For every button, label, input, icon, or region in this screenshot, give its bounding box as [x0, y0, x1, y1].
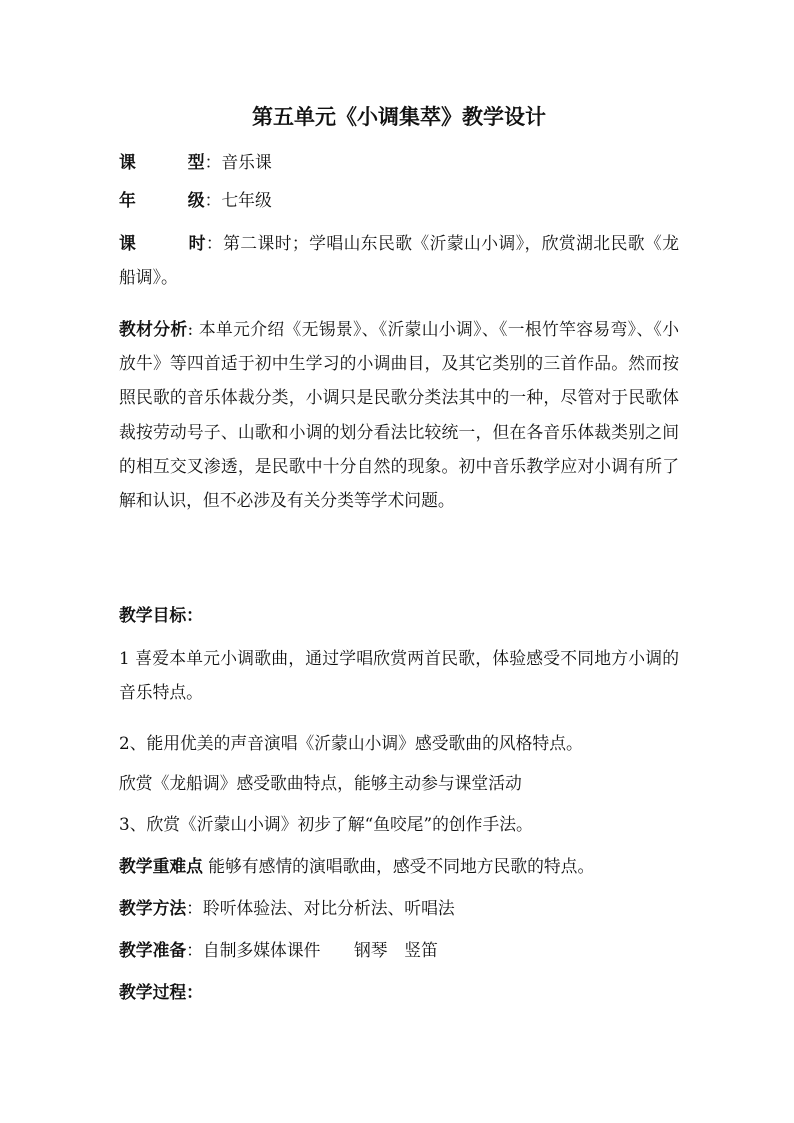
meta-lesson-hour — [119, 226, 679, 294]
objective-item-1: 1 喜爱本单元小调歌曲，通过学唱欣赏两首民歌，体验感受不同地方小调的音乐特点。 — [119, 648, 679, 703]
lesson-type-label-b: 型 — [187, 152, 205, 172]
keypoints-label: 教学重难点 — [119, 856, 203, 876]
meta-grade — [119, 183, 679, 217]
prep-section — [119, 933, 679, 967]
process-label: 教学过程： — [119, 982, 203, 1002]
lesson-hour-label-a: 课 — [119, 233, 137, 253]
objective-item-2: 2、能用优美的声音演唱《沂蒙山小调》感受歌曲的风格特点。 — [119, 733, 583, 753]
objective-item-3: 3、欣赏《沂蒙山小调》初步了解“鱼咬尾”的创作手法。 — [119, 814, 533, 834]
meta-lesson-type — [119, 145, 679, 179]
methods-label: 教学方法 — [119, 898, 187, 918]
analysis-section — [119, 312, 679, 517]
objectives-heading — [119, 598, 679, 632]
prep-label: 教学准备 — [119, 940, 187, 960]
methods-section — [119, 891, 679, 925]
grade-label-a: 年 — [119, 190, 136, 210]
lesson-hour-label-b: 时 — [188, 233, 206, 253]
prep-text: ：自制多媒体课件 钢琴 竖笛 — [186, 940, 438, 960]
lesson-type-label-a: 课 — [119, 152, 136, 172]
process-heading — [119, 975, 679, 1009]
lesson-type-value: ：音乐课 — [204, 152, 272, 172]
grade-label-b: 级 — [187, 190, 205, 210]
analysis-text: : 本单元介绍《无锡景》、《沂蒙山小调》、《一根竹竿容易弯》、《小放牛》等四首适于初中生学习的小调曲目，及其它类别的三首作品。然而按照民歌的音乐体裁分类，小调只是民歌分类法其中的一种，尽管对于民歌体裁按劳动号子、山歌和小调的划分看法比较统一，但在各音乐体裁类别之间的相互交叉渗透，是民歌中十分自然的现象。初中音乐教学应对小调有所了解和认识，但不必涉及有关分类等学术问题。 — [119, 319, 679, 511]
keypoints-text: 能够有感情的演唱歌曲，感受不同地方民歌的特点。 — [202, 856, 595, 876]
document-title: 第五单元《小调集萃》教学设计 — [252, 104, 546, 129]
analysis-label: 教材分析 — [119, 319, 188, 339]
keypoints-section — [119, 849, 679, 883]
methods-text: ：聆听体验法、对比分析法、听唱法 — [186, 898, 455, 918]
objective-item-2b: 欣赏《龙船调》感受歌曲特点，能够主动参与课堂活动 — [119, 773, 522, 793]
grade-value: ：七年级 — [204, 190, 272, 210]
lesson-hour-value: ：第二课时；学唱山东民歌《沂蒙山小调》，欣赏湖北民歌《龙船调》。 — [119, 233, 679, 288]
objectives-label: 教学目标： — [119, 605, 203, 625]
